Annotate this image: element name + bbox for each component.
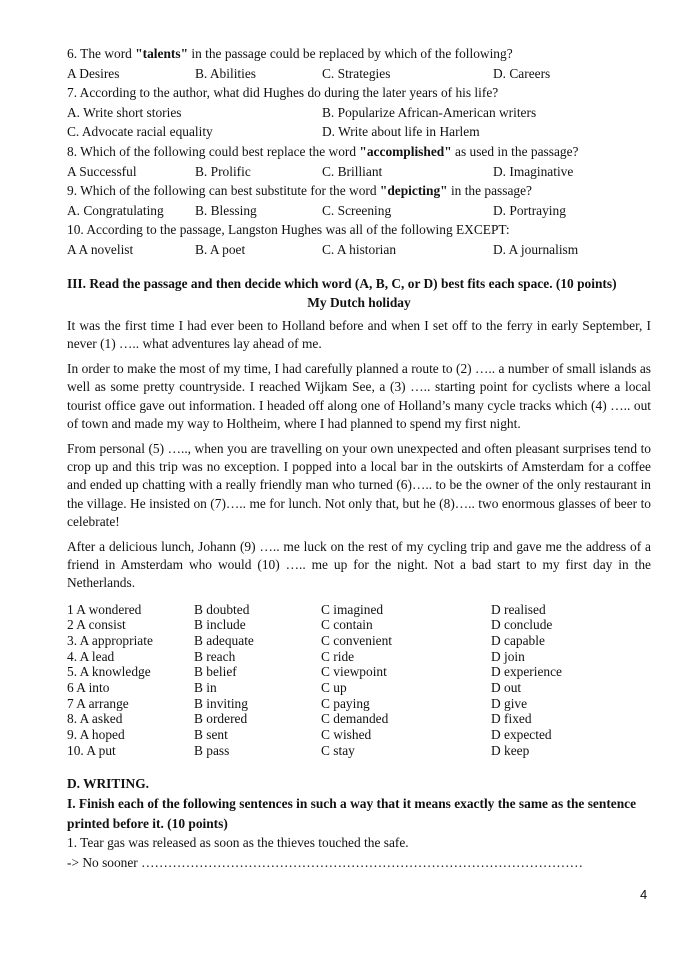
document-page [67, 44, 651, 872]
option-b[interactable]: B. Blessing [195, 202, 257, 218]
answer-row: 4. A lead B reach C ride D join [67, 648, 525, 664]
question-10-options [67, 240, 651, 260]
writing-instruction: printed before it. (10 points) [67, 815, 228, 831]
question-9: 9. Which of the following can best substitute for the word "depicting" in the passage? [67, 183, 532, 199]
question-8: 8. Which of the following could best replace the word "accomplished" as used in the passage? [67, 143, 579, 159]
option-d[interactable]: D. Imaginative [493, 163, 574, 179]
option-b[interactable]: B. Abilities [195, 65, 257, 81]
answer-row: 2 A consist B include C contain D conclude [67, 617, 553, 633]
question-8-options [67, 162, 651, 182]
page-number: 4 [640, 887, 648, 902]
option-a[interactable]: A Successful [67, 163, 137, 179]
option-c[interactable]: C. Brilliant [322, 163, 383, 179]
answer-row: 7 A arrange B inviting C paying D give [67, 695, 528, 711]
option-c[interactable]: C. Strategies [322, 65, 391, 81]
section-3-heading: III. Read the passage and then decide which word (A, B, C, or D) best fits each space. (10 points) [67, 275, 617, 291]
option-a[interactable]: A Desires [67, 65, 120, 81]
passage-paragraph-4: After a delicious lunch, Johann (9) ….. me luck on the rest of my cycling trip and gave me the address of a friend in Amsterdam who would (10) ….. me up for the night. Not a bad start to my first day in the Netherlands. [67, 538, 651, 591]
writing-heading: D. WRITING. [67, 776, 149, 792]
answer-row: 9. A hoped B sent C wished D expected [67, 727, 552, 743]
passage-title: My Dutch holiday [307, 295, 411, 311]
answer-row: 1 A wondered B doubted C imagined D realised [67, 601, 546, 617]
writing-answer-line-1[interactable]: -> No sooner ……………………………………………………………………………………… [67, 854, 584, 870]
option-c[interactable]: C. Screening [322, 202, 392, 218]
question-6-options [67, 64, 651, 84]
writing-instruction: I. Finish each of the following sentences in such a way that it means exactly the same as the sentence [67, 796, 637, 812]
option-c[interactable]: C. A historian [322, 241, 397, 257]
option-c[interactable]: C. Advocate racial equality [67, 124, 213, 140]
question-7: 7. According to the author, what did Hughes do during the later years of his life? [67, 85, 499, 101]
question-9-options [67, 201, 651, 221]
option-a[interactable]: A. Congratulating [67, 202, 164, 218]
passage-paragraph-1: It was the first time I had ever been to Holland before and when I set off to the ferry in early September, I never (1) ….. what adventures lay ahead of me. [67, 317, 651, 351]
question-6: 6. The word "talents" in the passage could be replaced by which of the following? [67, 46, 513, 61]
option-b[interactable]: B. Popularize African-American writers [322, 104, 537, 120]
option-a[interactable]: A. Write short stories [67, 104, 182, 120]
question-7-options-row1 [67, 103, 651, 123]
option-d[interactable]: D. Write about life in Harlem [322, 124, 480, 140]
answer-row: 6 A into B in C up D out [67, 680, 522, 695]
answer-table [67, 602, 651, 759]
answer-row: 3. A appropriate B adequate C convenient D capable [67, 632, 545, 648]
answer-row: 10. A put B pass C stay D keep [67, 742, 530, 758]
option-d[interactable]: D. Portraying [493, 202, 566, 218]
option-b[interactable]: B. A poet [195, 241, 246, 257]
option-a[interactable]: A A novelist [67, 241, 134, 257]
question-7-options-row2 [67, 122, 651, 142]
answer-row: 5. A knowledge B belief C viewpoint D experience [67, 664, 563, 680]
answer-row: 8. A asked B ordered C demanded D fixed [67, 711, 532, 727]
option-d[interactable]: D. A journalism [493, 241, 579, 257]
option-d[interactable]: D. Careers [493, 65, 551, 81]
passage-paragraph-3: From personal (5) ….., when you are travelling on your own unexpected and often pleasant surprises tend to crop up and this trip was no exception. I popped into a local bar in the outskirts of Amsterdam for a coffee and ended up chatting with a really friendly man who turned (6)….. to be the owner of the only restaurant in the village. He insisted on (7)….. me for lunch. Not only that, but he (8)….. two enormous glasses of beer to celebrate! [67, 440, 651, 529]
writing-sentence-1: 1. Tear gas was released as soon as the thieves touched the safe. [67, 835, 409, 851]
passage-paragraph-2: In order to make the most of my time, I had carefully planned a route to (2) ….. a number of small islands as well as some pretty countryside. I reached Wijkam See, a (3) ….. starting point for cyclists where a local tourist office gave out information. I headed off along one of Holland’s many cycle tracks which (4) ….. out of town and made my way to Holtheim, where I had planned to spend my first night. [67, 361, 651, 431]
option-b[interactable]: B. Prolific [195, 163, 251, 179]
question-10: 10. According to the passage, Langston Hughes was all of the following EXCEPT: [67, 222, 510, 238]
